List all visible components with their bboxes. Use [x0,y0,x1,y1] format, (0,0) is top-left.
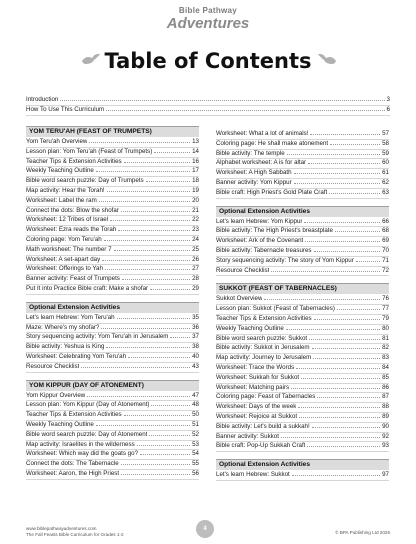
toc-entry [216,305,389,315]
dot-leader [117,318,191,319]
dot-leader [99,201,190,202]
toc-entry [216,374,389,384]
dot-leader [271,271,380,272]
toc-entry-page: 55 [192,460,199,468]
toc-entry [26,392,199,402]
toc-entry-title: Bible activity: Let's build a sukkah! [216,422,310,430]
toc-entry-page: 26 [192,255,199,263]
toc-entry [26,411,199,421]
page-number: 4 [196,520,214,538]
toc-entry-title: Worksheet: Label the ram [26,196,97,204]
dot-leader [151,405,190,406]
toc-entry [26,343,199,353]
toc-entry-page: 59 [382,149,389,157]
toc-entry-title: Let's learn Hebrew: Sukkot [216,471,290,479]
dot-leader [287,154,380,155]
toc-entry [26,401,199,411]
toc-entry [26,324,199,334]
toc-entry-title: Coloring page: Feast of Tabernacles [216,393,316,401]
dot-leader [114,250,191,251]
toc-entry-page: 68 [382,227,389,235]
toc-entry-page: 17 [192,167,199,175]
dot-leader [281,437,380,438]
toc-entry-page: 72 [382,266,389,274]
toc-entry-page: 92 [382,432,389,440]
dot-leader [121,211,190,212]
toc-entry-title: Math worksheet: The number 7 [26,245,112,253]
toc-entry [216,423,389,433]
dot-leader [60,100,384,101]
toc-entry-page: 71 [382,256,389,264]
toc-entry-page: 43 [192,362,199,370]
toc-entry-page: 54 [192,450,199,458]
toc-entry-page: 47 [192,391,199,399]
dot-leader [154,152,190,153]
page-title: Table of Contents [104,49,312,73]
toc-entry-title: Put It into Practice Bible craft: Make a shofar [26,284,149,292]
toc-entry-title: Yom Teru'ah Overview [26,138,88,145]
toc-entry [26,187,199,197]
toc-entry-page: 90 [382,422,389,430]
dot-leader [291,388,380,389]
toc-entry-title: Alphabet worksheet: A is for altar [216,159,307,167]
title-row [0,46,416,80]
footer-website: www.biblepathwayadventures.com [26,526,97,531]
section-heading: Optional Extension Activities [26,302,199,313]
toc-entry-title: Worksheet: Sukkah for Sukkot [216,373,300,381]
toc-entry-page: 79 [382,314,389,322]
toc-entry-page: 22 [192,216,199,224]
toc-section [216,206,389,277]
toc-entry [26,431,199,441]
toc-entry [216,433,389,443]
toc-entry-page: 89 [382,412,389,420]
dot-leader [128,357,190,358]
toc-entry [26,275,199,285]
toc-entry-title: Map activity: Hear the Torah! [26,186,105,194]
dot-leader [314,251,381,252]
toc-entry-title: Map activity: Israelites in the wilderness [26,440,135,448]
toc-entry [26,138,199,148]
toc-entry-page: 83 [382,354,389,362]
toc-entry-title: Bible activity: Sukkot in Jerusalem [216,344,310,352]
toc-entry [216,179,389,189]
right-dove-icon [316,52,338,68]
toc-entry [216,315,389,325]
toc-entry-page: 18 [192,177,199,185]
toc-entry-title: Worksheet: Ark of the Covenant [216,237,304,245]
toc-entry-page: 52 [192,430,199,438]
toc-entry-page: 16 [192,157,199,165]
toc-entry [216,150,389,160]
toc-entry-page: 53 [192,440,199,448]
dot-leader [301,378,380,379]
toc-entry-page: 40 [192,352,199,360]
right-column [216,130,389,488]
toc-entry-page: 28 [192,275,199,283]
toc-entry-page: 21 [192,206,199,214]
dot-leader [105,269,190,270]
toc-entry [26,207,199,217]
toc-entry-page: 51 [192,420,199,428]
dot-leader [313,358,380,359]
toc-entry-page: 37 [192,333,199,341]
toc-entry-page: 20 [192,196,199,204]
toc-entry-page: 3 [386,96,390,103]
toc-entry [216,393,389,403]
toc-section [216,130,389,199]
toc-entry-title: Banner activity: Yom Kippur [216,178,292,186]
toc-entry-title: Banner activity: Feast of Trumpets [26,275,120,283]
toc-entry [26,460,199,470]
toc-entry [216,169,389,179]
toc-entry [216,471,389,481]
toc-entry [216,413,389,423]
toc-entry [216,218,389,228]
toc-entry-page: 69 [382,237,389,245]
dot-leader [305,241,380,242]
logo-line-1: Bible Pathway [178,6,238,15]
toc-entry [216,344,389,354]
dot-leader [81,367,190,368]
toc-entry [216,140,389,150]
toc-entry-title: Banner activity: Sukkot [216,432,279,440]
toc-entry [26,265,199,275]
toc-entry-title: Lesson plan: Yom Kippur (Day of Atonement) [26,401,150,409]
dot-leader [124,415,191,416]
section-heading: SUKKOT (FEAST OF TABERNACLES) [216,283,389,294]
dot-leader [335,231,380,232]
dot-leader [137,445,190,446]
dot-leader [107,191,190,192]
toc-entry-page: 56 [192,469,199,477]
dot-leader [309,339,380,340]
dot-leader [170,337,190,338]
toc-entry-title: Bible word search puzzle: Sukkot [216,334,308,342]
toc-entry-page: 35 [192,313,199,321]
dot-leader [294,183,380,184]
dot-leader [124,162,191,163]
toc-entry-page: 76 [382,295,389,303]
toc-entry [26,441,199,451]
toc-entry [26,314,199,324]
dot-leader [304,222,380,223]
toc-entry-title: Worksheet: A set-apart day [26,255,101,263]
toc-entry [216,267,389,277]
toc-entry-title: Worksheet: 12 Tribes of Israel [26,216,109,224]
toc-entry [26,353,199,363]
toc-entry [26,421,199,431]
toc-entry-title: Bible activity: The High Priest's breastplate [216,227,333,235]
toc-entry-title: How To Use This Curriculum [26,105,105,113]
dot-leader [312,427,380,428]
toc-entry [26,470,199,480]
toc-entry-title: Coloring page: Yom Teru'ah [26,235,102,243]
toc-entry [26,158,199,168]
toc-entry-page: 63 [382,188,389,196]
toc-entry [216,403,389,413]
toc-entry-page: 23 [192,226,199,234]
toc-entry-page: 25 [192,245,199,253]
toc-entry [216,354,389,364]
toc-entry-title: Worksheet: Trace the Words [216,363,295,371]
toc-entry-title: Teacher Tips & Extension Activities [216,314,312,322]
toc-entry [216,335,389,345]
toc-entry-title: Resource Checklist [26,362,80,370]
toc-entry-page: 82 [382,344,389,352]
toc-entry-page: 85 [382,373,389,381]
toc-entry [26,216,199,226]
toc-entry-page: 29 [192,284,199,292]
section-heading: YOM KIPPUR (DAY OF ATONEMENT) [26,380,199,391]
toc-entry-title: Worksheet: A High Sabbath [216,169,292,177]
toc-entry-title: Bible craft: Pop-Up Sukkah Craft [216,442,306,450]
section-heading: YOM TERU'AH (FEAST OF TRUMPETS) [26,126,199,137]
dot-leader [317,397,380,398]
dot-leader [149,435,190,436]
toc-entry-title: Worksheet: Days of the week [216,403,297,411]
toc-entry-page: 48 [192,401,199,409]
toc-entry [216,130,389,140]
dot-leader [104,240,190,241]
dot-leader [329,193,380,194]
dot-leader [286,329,380,330]
dot-leader [307,446,380,447]
dot-leader [314,319,381,320]
dot-leader [356,261,380,262]
toc-entry-title: Weekly Teaching Outline [216,324,284,332]
toc-entry-page: 81 [382,334,389,342]
footer [26,526,390,540]
toc-entry-page: 77 [382,305,389,313]
dot-leader [121,474,190,475]
toc-entry [26,256,199,266]
toc-entry [26,450,199,460]
toc-entry-title: Sukkot Overview [216,295,263,303]
toc-entry-title: Worksheet: Offerings to Yah [26,265,103,273]
toc-entry-title: Bible activity: The temple [216,149,285,157]
toc-section [26,302,199,373]
toc-entry-title: Worksheet: Which way did the goats go? [26,450,139,458]
dot-leader [89,142,190,143]
toc-entry-title: Story sequencing activity: The story of Yom Kippur [216,256,354,264]
toc-entry-title: Weekly Teaching Outline [26,420,94,428]
dot-leader [110,220,190,221]
toc-entry-page: 84 [382,363,389,371]
toc-entry [216,227,389,237]
toc-entry-page: 88 [382,403,389,411]
toc-entry [26,363,199,373]
toc-entry-title: Bible activity: Yeshua is King [26,343,105,351]
dot-leader [330,144,380,145]
toc-entry-title: Let's learn Hebrew: Yom Kippur [216,217,303,225]
footer-copyright: © BPA Publishing Ltd 2026 [335,530,390,535]
section-heading: Optional Extension Activities [216,206,389,217]
toc-entry [26,226,199,236]
toc-entry [26,333,199,343]
toc-entry [26,106,390,116]
toc-entry [26,197,199,207]
dot-leader [118,230,190,231]
toc-entry-page: 66 [382,217,389,225]
toc-entry-title: Connect the dots: The Tabernacle [26,460,119,468]
toc-entry-title: Bible word search puzzle: Day of Trumpets [26,177,144,185]
toc-entry-page: 57 [382,130,389,137]
toc-entry-page: 93 [382,442,389,450]
dot-leader [101,328,190,329]
toc-entry-title: Story sequencing activity: Yom Teru'ah in Jerusalem [26,333,169,341]
dot-leader [140,454,190,455]
toc-entry-title: Bible craft: High Priest's Gold Plate Craft [216,188,328,196]
dot-leader [106,347,190,348]
left-column [26,126,199,487]
toc-section [216,459,389,481]
toc-entry-page: 36 [192,323,199,331]
dot-leader [308,163,380,164]
toc-entry [216,384,389,394]
toc-entry [216,295,389,305]
toc-entry-page: 50 [192,411,199,419]
toc-entry-title: Maze: Where's my shofar? [26,323,100,331]
toc-section [216,283,389,452]
toc-entry-page: 6 [386,105,390,113]
dot-leader [146,181,190,182]
toc-entry [26,148,199,158]
toc-entry [216,442,389,452]
intro-entries [26,96,390,116]
toc-entry-title: Teacher Tips & Extension Activities [26,411,122,419]
toc-entry-title: Worksheet: Rejoice at Sukkot [216,412,298,420]
toc-entry [216,237,389,247]
toc-entry [26,246,199,256]
dot-leader [122,279,190,280]
dot-leader [87,396,190,397]
toc-entry-title: Connect the dots: Blow the shofar [26,206,119,214]
toc-entry-page: 13 [192,138,199,145]
dot-leader [296,368,380,369]
dot-leader [96,425,190,426]
toc-entry-page: 27 [192,265,199,273]
toc-entry-page: 58 [382,139,389,147]
dot-leader [264,299,380,300]
toc-entry-title: Coloring page: He shall make atonement [216,139,329,147]
toc-entry [26,285,199,295]
toc-entry [26,96,390,106]
toc-entry [216,257,389,267]
toc-entry-title: Worksheet: Aaron, the High Priest [26,469,120,477]
toc-entry [26,167,199,177]
dot-leader [299,417,380,418]
toc-entry-title: Worksheet: What a lot of animals! [216,130,309,137]
dot-leader [150,289,190,290]
toc-entry-title: Yom Kippur Overview [26,391,86,399]
toc-entry-title: Weekly Teaching Outline [26,167,94,175]
toc-entry-title: Lesson plan: Yom Teru'ah (Feast of Trumpets) [26,147,153,155]
toc-entry-title: Resource Checklist [216,266,270,274]
section-heading: Optional Extension Activities [216,459,389,470]
toc-entry-page: 86 [382,383,389,391]
toc-entry-title: Bible word search puzzle: Day of Atonement [26,430,148,438]
toc-entry-page: 38 [192,343,199,351]
dot-leader [337,309,380,310]
toc-entry [26,177,199,187]
publisher-logo [0,6,416,42]
dot-leader [298,407,380,408]
toc-entry-page: 70 [382,246,389,254]
toc-entry [216,189,389,199]
toc-entry-page: 60 [382,159,389,167]
toc-entry-title: Let's learn Hebrew: Yom Teru'ah [26,313,115,321]
dot-leader [312,348,381,349]
dot-leader [106,110,384,111]
toc-entry-page: 14 [192,147,199,155]
toc-entry-page: 61 [382,169,389,177]
toc-entry-title: Introduction [26,96,59,103]
dot-leader [96,171,190,172]
toc-entry-title: Worksheet: Ezra reads the Torah [26,226,117,234]
toc-section [26,126,199,295]
toc-entry-page: 87 [382,393,389,401]
toc-entry [216,364,389,374]
logo-line-2: Adventures [166,15,250,32]
toc-entry-page: 80 [382,324,389,332]
toc-section [26,380,199,480]
toc-entry-page: 97 [382,471,389,479]
toc-entry-title: Worksheet: Celebrating Yom Teru'ah [26,352,127,360]
toc-entry-title: Worksheet: Matching pairs [216,383,290,391]
toc-entry-title: Map activity: Journey to Jerusalem [216,354,312,362]
toc-entry [26,236,199,246]
toc-entry [216,159,389,169]
toc-entry-page: 24 [192,235,199,243]
toc-entry-title: Bible activity: Tabernacle treasures [216,246,312,254]
dot-leader [292,475,380,476]
toc-entry-title: Lesson plan: Sukkot (Feast of Tabernacles) [216,305,335,313]
dot-leader [294,173,381,174]
footer-curriculum: The Fall Feasts Bible Curriculum for Grades 1-2 [26,532,124,537]
dot-leader [310,134,380,135]
dot-leader [121,464,190,465]
dot-leader [102,260,190,261]
toc-entry-page: 62 [382,178,389,186]
toc-entry-page: 19 [192,186,199,194]
toc-entry-title: Teacher Tips & Extension Activities [26,157,122,165]
toc-entry [216,325,389,335]
toc-entry [216,247,389,257]
